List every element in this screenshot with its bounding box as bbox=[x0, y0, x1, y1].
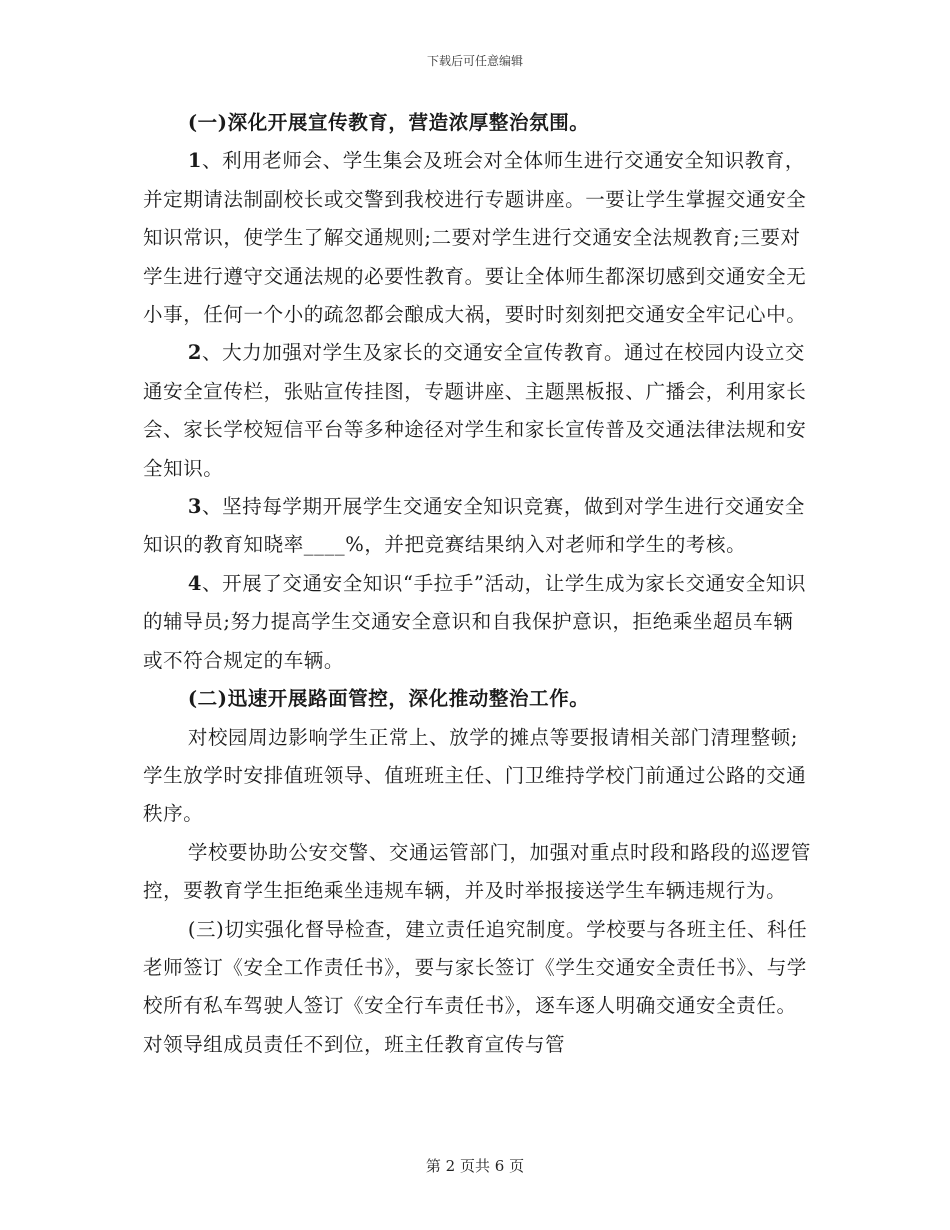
section-heading-2: (二)迅速开展路面管控，深化推动整治工作。 bbox=[187, 687, 590, 711]
paragraph-4-text: 、开展了交通安全知识“手拉手”活动，让学生成为家长交通安全知识的辅导员;努力提高学生交通安全意识和自我保护意识，拒绝乘坐超员车辆或不符合规定的车辆。 bbox=[143, 571, 807, 672]
paragraph-2 bbox=[143, 334, 811, 488]
section-heading-1: (一)深化开展宣传教育，营造浓厚整治氛围。 bbox=[187, 111, 590, 134]
page-header-note: 下载后可任意编辑 bbox=[426, 54, 523, 68]
paragraph-7: (三)切实强化督导检查，建立责任追究制度。学校要与各班主任、科任老师签订《安全工作责任书》，要与家长签订《学生交通安全责任书》、与学校所有私车驾驶人签订《安全行车责任书》，逐车逐人明确交通安全责任。对领导组成员责任不到位，班主任教育宣传与管 bbox=[143, 917, 808, 1056]
paragraph-3 bbox=[143, 488, 811, 565]
paragraph-5: 对校园周边影响学生正常上、放学的摊点等要报请相关部门清理整顿;学生放学时安排值班领导、值班班主任、门卫维持学校门前通过公路的交通秩序。 bbox=[143, 725, 807, 826]
paragraph-2-text: 、大力加强对学生及家长的交通安全宣传教育。通过在校园内设立交通安全宣传栏，张贴宣传挂图，专题讲座、主题黑板报、广播会，利用家长会、家长学校短信平台等多种途径对学生和家长宣传普及交通法律法规和安全知识。 bbox=[143, 341, 807, 480]
paragraph-1-text: 、利用老师会、学生集会及班会对全体师生进行交通安全知识教育，并定期请法制副校长或交警到我校进行专题讲座。一要让学生掌握交通安全知识常识，使学生了解交通规则;二要对学生进行交通安全法规教育;三要对学生进行遵守交通法规的必要性教育。要让全体师生都深切感到交通安全无小事，任何一个小的疏忽都会酿成大祸，要时时刻刻把交通安全牢记心中。 bbox=[143, 149, 807, 327]
document-body bbox=[143, 104, 811, 1064]
paragraph-1 bbox=[143, 142, 811, 334]
item-number-3: 3 bbox=[187, 495, 203, 519]
item-number-2: 2 bbox=[187, 341, 203, 365]
page-footer-number: 第 2 页共 6 页 bbox=[425, 1157, 525, 1175]
paragraph-6: 学校要协助公安交警、交通运管部门，加强对重点时段和路段的巡逻管控，要教育学生拒绝乘坐违规车辆，并及时举报接送学生车辆违规行为。 bbox=[143, 840, 811, 903]
item-number-1: 1 bbox=[187, 149, 203, 173]
item-number-4: 4 bbox=[187, 571, 203, 595]
paragraph-4 bbox=[143, 565, 811, 680]
paragraph-3-text: 、坚持每学期开展学生交通安全知识竞赛，做到对学生进行交通安全知识的教育知晓率____%，并把竞赛结果纳入对老师和学生的考核。 bbox=[143, 495, 806, 557]
